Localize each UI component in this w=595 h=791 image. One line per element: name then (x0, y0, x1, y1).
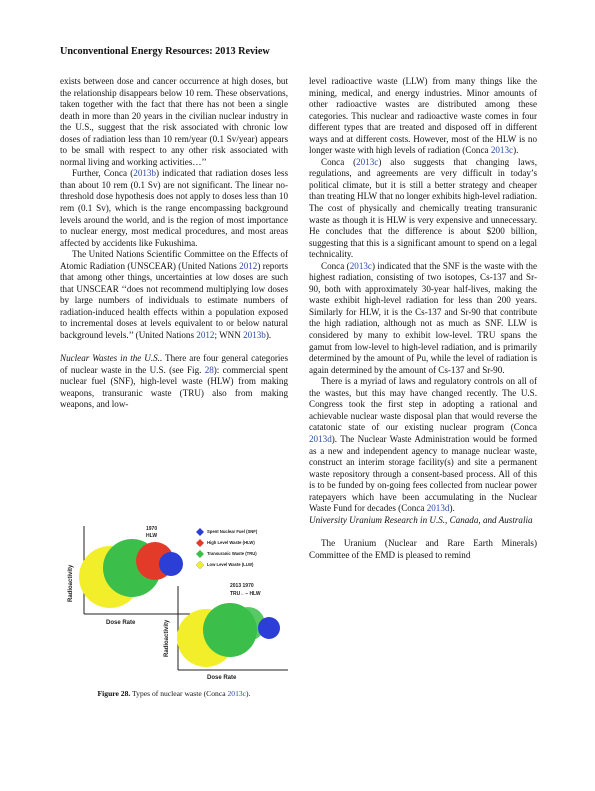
paragraph (309, 76, 537, 157)
citation-link[interactable]: 2012 (196, 330, 215, 341)
citation-link[interactable]: 2013b (133, 168, 157, 179)
text: ). The Nuclear Waste Administration would be formed as a new and independent agency to manage nuclear waste, construct an interim storage facility(s) and site a permanent waste repository through a consent-based process. All of this is to be funded by on-going fees collected from nuclear power ratepayers which have been accumulating in the Nuclear Waste Fund for decades (Conca (309, 433, 537, 514)
text: Conca ( (321, 156, 357, 167)
paragraph: The Uranium (Nuclear and Rare Earth Minerals) Committee of the EMD is pleased to remind (309, 538, 537, 560)
running-header: Unconventional Energy Resources: 2013 Review (60, 46, 270, 57)
text: ). (265, 330, 272, 341)
paragraph (60, 353, 288, 411)
text: ) also suggests that changing laws, regulations, and agreements are very difficult in today’s political climate, but it is still a better strategy and cheaper than treating HLW that no longer exhibits high-level radiation. The cost of physically and chemically treating transuranic waste as though it is HLW is very expensive and unnecessary. He concludes that the difference is about $200 billion, suggesting that this is a significant amount to spend on a legal technicality. (309, 156, 537, 260)
citation-link[interactable]: 2013d (426, 503, 450, 514)
legend-label: High Level Waste (HLW) (207, 540, 255, 545)
snf-circle-2 (258, 617, 280, 639)
text: The United Nations Scientific Committee on the Effects of Atomic Radiation (UNSCEAR) (United Nations (60, 249, 288, 271)
legend-llw-marker (196, 561, 204, 569)
text: ) indicated that the SNF is the waste with the highest radiation, consisting of two isotopes, Cs-137 and Sr-90, both with approximately 30-year half-lives, making the waste exhibit high-level radiation for less than 200 years. Similarly for HLW, it is the Cs-137 and Sr-90 that contribute the high radiation, although not as much as SNF. LLW is considered by many to exhibit low-level. TRU spans the gamut from low-level to high-level radiation, and is primarily determined by the amount of Pu, while the level of radiation is again determined by the amount of Cs-137 and Sr-90. (309, 260, 537, 375)
paragraph (60, 168, 288, 249)
paragraph (309, 157, 537, 261)
text: ) reports that among other things, uncertainties at low doses are such that UNSCEAR ‘‘does not recommend multiplying low doses by large numbers of individuals to estimate numbers of radiation-induced health effects within a population exposed to incremental doses at levels equivalent to or below natural background levels.’’ (United Nations (60, 260, 288, 341)
y-axis-label: Radioactivity (68, 564, 74, 602)
text: ). (513, 145, 519, 156)
snf-circle (159, 552, 183, 576)
citation-link[interactable]: 2013c (349, 260, 372, 271)
legend-tru-marker (196, 550, 204, 558)
label-tru-hlw: TRU←– HLW (230, 591, 261, 597)
caption-text: ). (246, 689, 251, 698)
citation-link[interactable]: 2013d (309, 433, 332, 444)
figure-caption (60, 689, 288, 698)
left-column (60, 76, 288, 411)
text: There is a myriad of laws and regulatory controls on all of the wastes, but this may have changed recently. The U.S. Congress took the first step in adopting a rational and achievable nuclear waste disposal plan that would reverse the catatonic state of our existing nuclear program (Conca (309, 376, 537, 433)
citation-link[interactable]: 2013b (243, 330, 266, 341)
text: Conca ( (321, 260, 350, 271)
text: ). (449, 503, 455, 514)
section-heading: Nuclear Wastes in the U.S.. (60, 353, 163, 364)
citation-link[interactable]: 2013c (490, 145, 514, 156)
paragraph (309, 261, 537, 376)
text: exists between dose and cancer occurrence at high doses, but the relationship disappears below 10 rem. These observations, taken together with the fact that there has not been a single death in more than 20 years in the civilian nuclear industry in the U.S., suggest that the risk associated with chronic low doses of radiation less than 10 rem/year (0.1 Sv/year) appears to be small with respect to any other risk associated with normal living and working activities…’’ (60, 76, 288, 167)
text: ): commercial spent nuclear fuel (SNF), high-level waste (HLW) from making weapons, transuranic waste (TRU) also from making weapons, and low- (60, 364, 289, 410)
caption-label: Figure 28. (97, 689, 131, 698)
text: There are four general categories of nuclear waste in the U.S. (see Fig. (60, 353, 288, 375)
right-column (309, 76, 537, 561)
text: ) indicated that radiation doses less than about 10 rem (0.1 Sv) are not significant. The linear no-threshold dose hypothesis does not apply to doses less than 10 rem (0.1 Sv), which is the range encompassing background levels around the world, and is the region of most importance to nuclear energy, most medical procedures, and most areas affected by accidents like Fukushima. (60, 168, 288, 248)
citation-link[interactable]: 2012 (239, 260, 258, 271)
citation-link[interactable]: 2013c (227, 689, 247, 698)
figure-link[interactable]: 28 (204, 364, 214, 375)
legend-label: Low Level Waste (LLW) (207, 562, 254, 567)
label-year: 1970 (146, 526, 158, 532)
x-axis-label: Dose Rate (106, 620, 136, 626)
figure-nuclear-waste-types (60, 522, 288, 712)
paragraph (309, 376, 537, 515)
y-axis-label-2: Radioactivity (164, 619, 170, 657)
text: level radioactive waste (LLW) from many things like the mining, medical, and energy industries. Minor amounts of other radioactive wastes are distributed among these categories. This nuclear and radioactive waste comes in four different types that are treated and disposed off in different ways and at different costs. However, most of the HLW is no longer waste with high levels of radiation (Conca (309, 76, 537, 156)
paragraph (60, 249, 288, 341)
text: ; WNN (214, 330, 244, 341)
label-years: 2013 1970 (230, 583, 254, 589)
legend-hlw-marker (196, 539, 204, 547)
paragraph (60, 76, 288, 168)
section-heading: University Uranium Research in U.S., Canada, and Australia (309, 514, 533, 525)
caption-text: Types of nuclear waste (Conca (130, 689, 228, 698)
legend-label: Spent Nuclear Fuel (SNF) (207, 529, 258, 534)
citation-link[interactable]: 2013c (356, 156, 379, 167)
legend-snf-marker (196, 528, 204, 536)
text: Further, Conca ( (72, 168, 134, 179)
label-hlw: HLW (146, 533, 158, 539)
legend-label: Transuranic Waste (TRU) (207, 551, 257, 556)
x-axis-label-2: Dose Rate (207, 675, 237, 681)
